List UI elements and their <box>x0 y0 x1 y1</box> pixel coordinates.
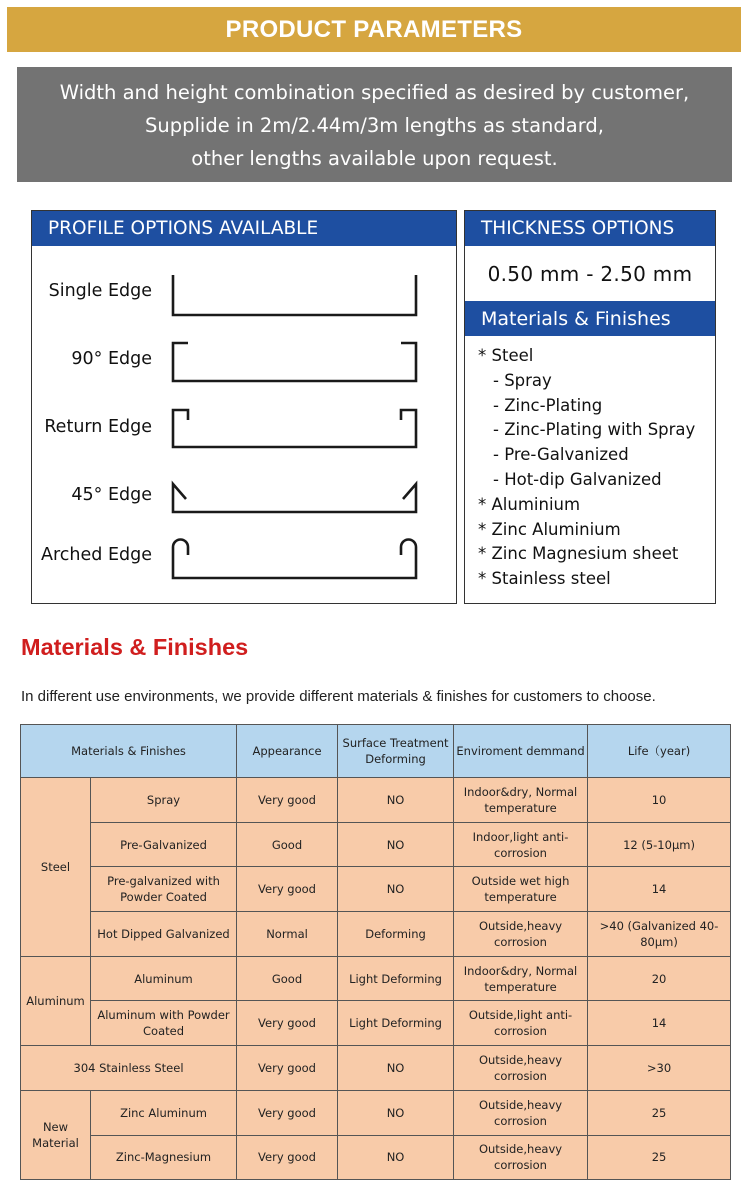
table-cell: Zinc Aluminum <box>91 1090 237 1135</box>
table-cell: Very good <box>237 867 338 912</box>
thickness-panel <box>464 210 716 604</box>
table-cell: Indoor,light anti-corrosion <box>454 822 588 867</box>
table-cell: Light Deforming <box>338 956 454 1001</box>
thickness-title: THICKNESS OPTIONS <box>465 211 715 246</box>
table-cell: >30 <box>588 1046 731 1091</box>
table-cell: NO <box>338 1135 454 1180</box>
intro-line: other lengths available upon request. <box>191 147 558 170</box>
table-cell: Good <box>237 822 338 867</box>
table-cell: Good <box>237 956 338 1001</box>
table-row <box>21 778 731 823</box>
profile-options-title: PROFILE OPTIONS AVAILABLE <box>32 211 456 246</box>
table-cell: Zinc-Magnesium <box>91 1135 237 1180</box>
materials-box-title: Materials & Finishes <box>465 301 715 336</box>
table-cell: Outside,heavy corrosion <box>454 1135 588 1180</box>
profile-label-90-edge: 90° Edge <box>71 349 152 369</box>
table-cell: 12 (5-10μm) <box>588 822 731 867</box>
table-cell: NO <box>338 778 454 823</box>
table-cell: 25 <box>588 1135 731 1180</box>
table-cell: Pre-Galvanized <box>91 822 237 867</box>
table-header-row <box>21 725 731 778</box>
single-edge-profile <box>173 275 416 315</box>
materials-list <box>465 336 715 592</box>
table-cell: Aluminum <box>91 956 237 1001</box>
header-environment: Enviroment demmand <box>454 725 588 778</box>
table-cell: NO <box>338 1090 454 1135</box>
header-life: Life（year) <box>588 725 731 778</box>
profile-label-single-edge: Single Edge <box>48 281 152 301</box>
section-title: Materials & Finishes <box>21 634 249 660</box>
table-cell: Outside wet high temperature <box>454 867 588 912</box>
intro-box <box>17 67 732 182</box>
profile-options-panel <box>31 210 457 604</box>
table-cell: NO <box>338 822 454 867</box>
table-cell: 20 <box>588 956 731 1001</box>
table-cell: Indoor&dry, Normal temperature <box>454 778 588 823</box>
table-cell: Spray <box>91 778 237 823</box>
table-row <box>21 956 731 1001</box>
list-item: - Hot-dip Galvanized <box>493 469 662 489</box>
arched-edge-profile <box>173 540 416 579</box>
ninety-edge-profile <box>173 343 416 381</box>
intro-line: Width and height combination specified as desired by customer, <box>59 81 690 104</box>
table-cell: Aluminum with Powder Coated <box>91 1001 237 1046</box>
table-cell: Outside,heavy corrosion <box>454 1046 588 1091</box>
table-row <box>21 1135 731 1180</box>
header-materials: Materials & Finishes <box>21 725 237 778</box>
group-aluminum: Aluminum <box>21 956 91 1045</box>
table-cell: Normal <box>237 912 338 957</box>
list-item: * Stainless steel <box>478 569 611 589</box>
section-description: In different use environments, we provide different materials & finishes for customers to choose. <box>21 688 656 705</box>
list-item: - Spray <box>493 370 552 390</box>
group-steel: Steel <box>21 778 91 957</box>
table-cell: Light Deforming <box>338 1001 454 1046</box>
list-item: - Pre-Galvanized <box>493 445 629 465</box>
table-cell: Indoor&dry, Normal temperature <box>454 956 588 1001</box>
table-cell: Pre-galvanized with Powder Coated <box>91 867 237 912</box>
table-cell: 25 <box>588 1090 731 1135</box>
table-cell: Very good <box>237 1090 338 1135</box>
table-row <box>21 1001 731 1046</box>
intro-line: Supplide in 2m/2.44m/3m lengths as standard, <box>145 114 604 137</box>
table-cell: Deforming <box>338 912 454 957</box>
table-row <box>21 1046 731 1091</box>
table-cell: Very good <box>237 778 338 823</box>
header-surface-treatment: Surface Treatment Deforming <box>338 725 454 778</box>
table-cell: Hot Dipped Galvanized <box>91 912 237 957</box>
table-cell: >40 (Galvanized 40-80μm) <box>588 912 731 957</box>
table-cell: 14 <box>588 1001 731 1046</box>
profile-label-arched-edge: Arched Edge <box>41 545 152 565</box>
list-item: * Aluminium <box>478 494 581 514</box>
list-item: * Steel <box>478 346 534 365</box>
table-row <box>21 1090 731 1135</box>
list-item: * Zinc Aluminium <box>478 519 621 539</box>
table-cell: NO <box>338 1046 454 1091</box>
table-row <box>21 912 731 957</box>
list-item: * Zinc Magnesium sheet <box>478 544 679 564</box>
profile-label-45-edge: 45° Edge <box>71 485 152 505</box>
profile-label-return-edge: Return Edge <box>44 417 152 437</box>
table-row <box>21 822 731 867</box>
forty-five-edge-profile <box>173 484 416 512</box>
list-item: - Zinc-Plating <box>493 395 603 415</box>
table-cell: Very good <box>237 1135 338 1180</box>
table-cell: Very good <box>237 1046 338 1091</box>
list-item: - Zinc-Plating with Spray <box>493 420 696 440</box>
table-cell: Outside,light anti-corrosion <box>454 1001 588 1046</box>
thickness-value: 0.50 mm - 2.50 mm <box>487 261 693 286</box>
header-appearance: Appearance <box>237 725 338 778</box>
group-new-material: New Material <box>21 1090 91 1179</box>
table-cell: Very good <box>237 1001 338 1046</box>
table-cell: NO <box>338 867 454 912</box>
table-cell: Outside,heavy corrosion <box>454 1090 588 1135</box>
return-edge-profile <box>173 410 416 447</box>
table-cell: Outside,heavy corrosion <box>454 912 588 957</box>
table-cell: 10 <box>588 778 731 823</box>
materials-table <box>20 724 731 1180</box>
page-banner: PRODUCT PARAMETERS <box>7 7 741 52</box>
group-stainless: 304 Stainless Steel <box>21 1046 237 1091</box>
table-cell: 14 <box>588 867 731 912</box>
table-row <box>21 867 731 912</box>
